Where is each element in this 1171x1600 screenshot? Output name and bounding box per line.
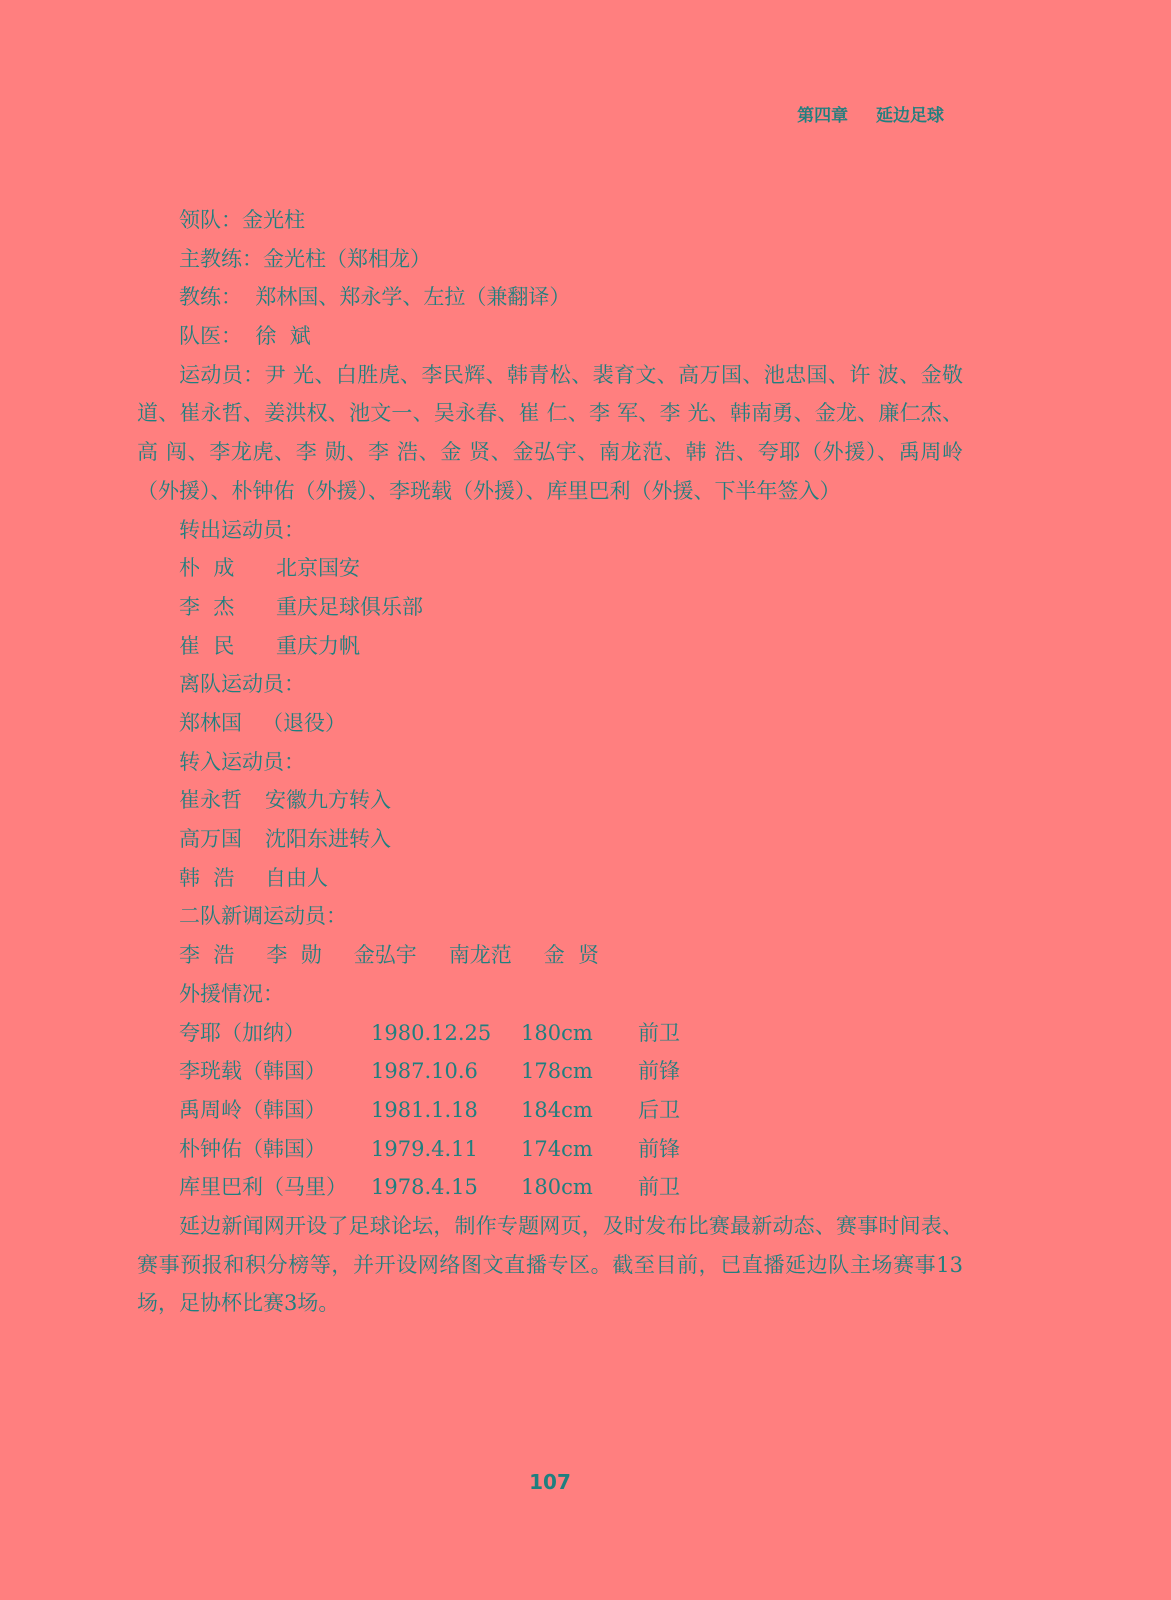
foreign-player-name: 禹周岭（韩国） (179, 1097, 326, 1122)
second-team-player: 李 勋 (266, 943, 322, 968)
foreign-heading: 外援情况： (179, 981, 284, 1006)
player-height: 178cm (521, 1059, 593, 1084)
transfer-in-row (137, 859, 963, 898)
head-coach-line: 主教练：金光柱（郑相龙） (179, 246, 431, 271)
player-height: 174cm (521, 1136, 593, 1161)
second-team-player: 南龙范 (448, 943, 512, 968)
player-name: 李 杰 (179, 594, 235, 619)
birth-date: 1987.10.6 (371, 1059, 478, 1084)
second-team-heading: 二队新调运动员： (179, 904, 347, 929)
birth-date: 1981.1.18 (371, 1097, 478, 1122)
player-position: 前锋 (638, 1136, 680, 1161)
page-number: 107 (529, 1470, 571, 1494)
transfer-detail: 安徽九方转入 (265, 788, 391, 813)
transfer-out-heading: 转出运动员： (179, 517, 305, 542)
foreign-player-row (137, 1052, 963, 1091)
player-name: 崔 民 (179, 633, 235, 658)
transfer-out-row (137, 549, 963, 588)
transfer-detail: 沈阳东进转入 (265, 827, 391, 852)
foreign-player-row (137, 1091, 963, 1130)
second-team-names (137, 936, 963, 975)
foreign-player-name: 朴钟佑（韩国） (179, 1136, 326, 1161)
team-doctor-line: 队医： 徐 斌 (179, 324, 311, 349)
transfer-in-row (137, 820, 963, 859)
foreign-player-row (137, 1168, 963, 1207)
coaches-line: 教练： 郑林国、郑永学、左拉（兼翻译） (179, 285, 571, 310)
transfer-out-row (137, 588, 963, 627)
club-name: 重庆足球俱乐部 (276, 594, 423, 619)
foreign-player-row (137, 1014, 963, 1053)
closing-paragraph: 延边新闻网开设了足球论坛，制作专题网页，及时发布比赛最新动态、赛事时间表、赛事预报和积分榜等，并开设网络图文直播专区。截至目前，已直播延边队主场赛事13场，足协杯比赛3场。 (137, 1213, 963, 1316)
transfer-detail: 自由人 (265, 865, 328, 890)
second-team-player: 李 浩 (179, 943, 235, 968)
departed-heading: 离队运动员： (179, 672, 305, 697)
chapter-title: 第四章 (797, 106, 849, 126)
player-name: 崔永哲 (179, 788, 242, 813)
page-body (137, 201, 963, 1323)
birth-date: 1980.12.25 (371, 1020, 492, 1045)
player-position: 前锋 (638, 1059, 680, 1084)
foreign-player-name: 夸耶（加纳） (179, 1020, 305, 1045)
birth-date: 1979.4.11 (371, 1136, 478, 1161)
player-height: 180cm (521, 1020, 593, 1045)
transfer-out-list (137, 549, 963, 665)
section-title: 延边足球 (876, 106, 944, 126)
transfer-out-row (137, 627, 963, 666)
birth-date: 1978.4.15 (371, 1175, 478, 1200)
foreign-player-list (137, 1014, 963, 1207)
players-paragraph: 运动员：尹 光、白胜虎、李民辉、韩青松、裴育文、高万国、池忠国、许 波、金敬道、崔永哲、姜洪权、池文一、吴永春、崔 仁、李 军、李 光、韩南勇、金龙、廉仁杰、高 闯、李龙虎、李 勋、李 浩、金 贤、金弘宇、南龙范、韩 浩、夸耶（外援）、禹周岭（外援）、朴钟佑（外援）、李珖载（外援）、库里巴利（外援、下半年签入） (137, 362, 963, 503)
foreign-player-row (137, 1130, 963, 1169)
running-header (797, 101, 944, 126)
player-name: 高万国 (179, 827, 242, 852)
player-position: 前卫 (638, 1175, 680, 1200)
player-name: 韩 浩 (179, 865, 235, 890)
player-position: 前卫 (638, 1020, 680, 1045)
second-team-player: 金弘宇 (353, 943, 417, 968)
club-name: 重庆力帆 (276, 633, 360, 658)
transfer-in-heading: 转入运动员： (179, 749, 305, 774)
club-name: 北京国安 (276, 556, 360, 581)
player-height: 180cm (521, 1175, 593, 1200)
departed-row: 郑林国 （退役） (179, 711, 347, 735)
team-leader-line: 领队：金光柱 (179, 208, 305, 232)
transfer-in-row (137, 781, 963, 820)
foreign-player-name: 库里巴利（马里） (179, 1175, 347, 1200)
second-team-player: 金 贤 (543, 943, 600, 968)
player-position: 后卫 (638, 1097, 680, 1122)
transfer-in-list (137, 781, 963, 897)
foreign-player-name: 李珖载（韩国） (179, 1059, 326, 1084)
player-name: 朴 成 (179, 556, 235, 581)
player-height: 184cm (521, 1097, 593, 1122)
